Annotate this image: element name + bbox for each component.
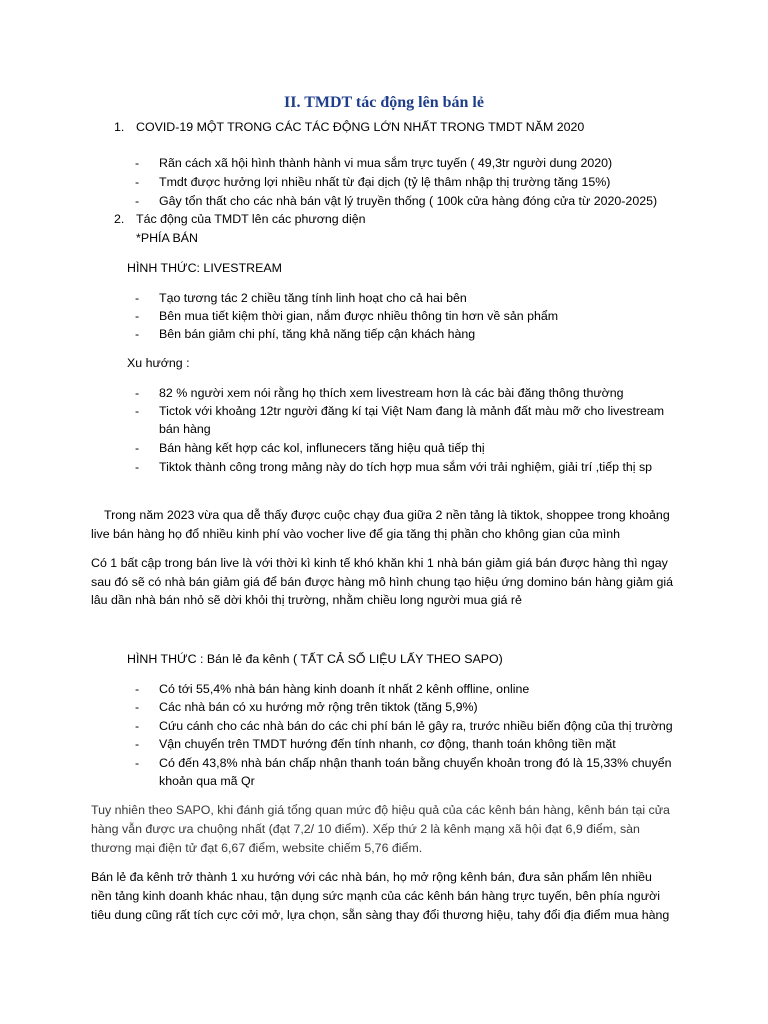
paragraph-line: Có 1 bất cập trong bán live là với thời kì kinh tế khó khăn khi 1 nhà bán giảm giá bán được hàng thì ngay	[91, 556, 668, 570]
side-label: *PHÍA BÁN	[136, 231, 198, 245]
list-item: Tiktok thành công trong mảng này do tích hợp mua sắm với trải nghiệm, giải trí ,tiếp thị sp	[159, 460, 653, 474]
bullet-dash: -	[135, 441, 140, 455]
section1-heading: COVID-19 MỘT TRONG CÁC TÁC ĐỘNG LỚN NHẤT TRONG TMDT NĂM 2020	[136, 120, 585, 134]
bullet-dash: -	[135, 309, 140, 323]
list-item: Có tới 55,4% nhà bán hàng kinh doanh ít nhất 2 kênh offline, online	[159, 682, 530, 696]
bullet-dash: -	[135, 291, 140, 305]
bullet-dash: -	[135, 404, 140, 418]
list-item: Bên bán giảm chi phí, tăng khả năng tiếp cận khách hàng	[159, 327, 476, 341]
bullet-dash: -	[135, 700, 140, 714]
paragraph-line: thương mại điện tử đạt 6,67 điểm, website chiếm 5,76 điểm.	[91, 841, 423, 855]
list-item: Tạo tương tác 2 chiều tăng tính linh hoạt cho cả hai bên	[159, 291, 467, 305]
list-item-continuation: bán hàng	[159, 422, 211, 436]
list-item: Rãn cách xã hội hình thành hành vi mua sắm trực tuyến ( 49,3tr người dung 2020)	[159, 156, 613, 170]
bullet-dash: -	[135, 194, 140, 208]
paragraph-line: nền tảng kinh doanh khác nhau, tận dụng sức mạnh của các kênh bán hàng trực tuyến, bên phía người	[91, 889, 660, 903]
list-item: Gây tổn thất cho các nhà bán vật lý truyền thống ( 100k cửa hàng đóng cửa từ 2020-2025)	[159, 194, 658, 208]
paragraph-line: Bán lẻ đa kênh trở thành 1 xu hướng với các nhà bán, họ mở rộng kênh bán, đưa sản phẩm lên nhiều	[91, 870, 652, 884]
list-item: Cứu cánh cho các nhà bán do các chi phí bán lẻ gây ra, trước nhiều biến động của thị trường	[159, 719, 673, 733]
form-heading-multichannel: HÌNH THỨC : Bán lẻ đa kênh ( TẤT CẢ SỐ LIỆU LẤY THEO SAPO)	[127, 652, 503, 666]
paragraph-line: sau đó sẽ có nhà bán giảm giá để bán được hàng mô hình chung tạo hiệu ứng domino bán hàng giảm giá	[91, 575, 674, 589]
section2-heading: Tác động của TMDT lên các phương diện	[136, 212, 366, 226]
bullet-dash: -	[135, 719, 140, 733]
paragraph-line: Trong năm 2023 vừa qua dễ thấy được cuộc chạy đua giữa 2 nền tảng là tiktok, shoppee trong khoảng	[104, 508, 670, 522]
bullet-dash: -	[135, 682, 140, 696]
list-item: Bên mua tiết kiệm thời gian, nắm được nhiều thông tin hơn về sản phẩm	[159, 309, 559, 323]
bullet-dash: -	[135, 386, 140, 400]
list-item-continuation: khoản qua mã Qr	[159, 774, 255, 788]
list-item: Các nhà bán có xu hướng mở rộng trên tiktok (tăng 5,9%)	[159, 700, 478, 714]
bullet-dash: -	[135, 737, 140, 751]
list-item: Vận chuyển trên TMDT hướng đến tính nhanh, cơ động, thanh toán không tiền mặt	[159, 737, 616, 751]
page-title: II. TMDT tác động lên bán lẻ	[284, 94, 484, 111]
section2-number: 2.	[114, 212, 125, 226]
paragraph-line: lâu dần nhà bán nhỏ sẽ dời khỏi thị trường, nhằm chiều long người mua giá rẻ	[91, 593, 522, 607]
paragraph-line: hàng vẫn được ưa chuộng nhất (đạt 7,2/ 10 điểm). Xếp thứ 2 là kênh mạng xã hội đạt 6,9 điểm, sàn	[91, 822, 640, 836]
section1-number: 1.	[114, 120, 125, 134]
list-item: Có đến 43,8% nhà bán chấp nhận thanh toán bằng chuyển khoản trong đó là 15,33% chuyển	[159, 756, 672, 770]
list-item: Bán hàng kết hợp các kol, influnecers tăng hiệu quả tiếp thị	[159, 441, 485, 455]
trend-label: Xu hướng :	[127, 356, 190, 370]
bullet-dash: -	[135, 756, 140, 770]
paragraph-line: tiêu dung cũng rất tích cực cởi mở, lựa chọn, sẵn sàng thay đổi thương hiệu, tahy đổi địa điểm mua hàng	[91, 908, 670, 922]
paragraph-line: live bán hàng họ đổ nhiều kinh phí vào vocher live để gia tăng thị phần cho không gian của mình	[91, 527, 621, 541]
list-item: Tictok với khoảng 12tr người đăng kí tại Việt Nam đang là mảnh đất màu mỡ cho livestream	[159, 404, 665, 418]
bullet-dash: -	[135, 460, 140, 474]
bullet-dash: -	[135, 327, 140, 341]
list-item: 82 % người xem nói rằng họ thích xem livestream hơn là các bài đăng thông thường	[159, 386, 624, 400]
list-item: Tmdt được hưởng lợi nhiều nhất từ đại dịch (tỷ lệ thâm nhập thị trường tăng 15%)	[159, 175, 611, 189]
bullet-dash: -	[135, 175, 140, 189]
form-heading-livestream: HÌNH THỨC: LIVESTREAM	[127, 261, 282, 275]
paragraph-line: Tuy nhiên theo SAPO, khi đánh giá tổng quan mức độ hiệu quả của các kênh bán hàng, kênh bán tại cửa	[91, 803, 670, 817]
bullet-dash: -	[135, 156, 140, 170]
